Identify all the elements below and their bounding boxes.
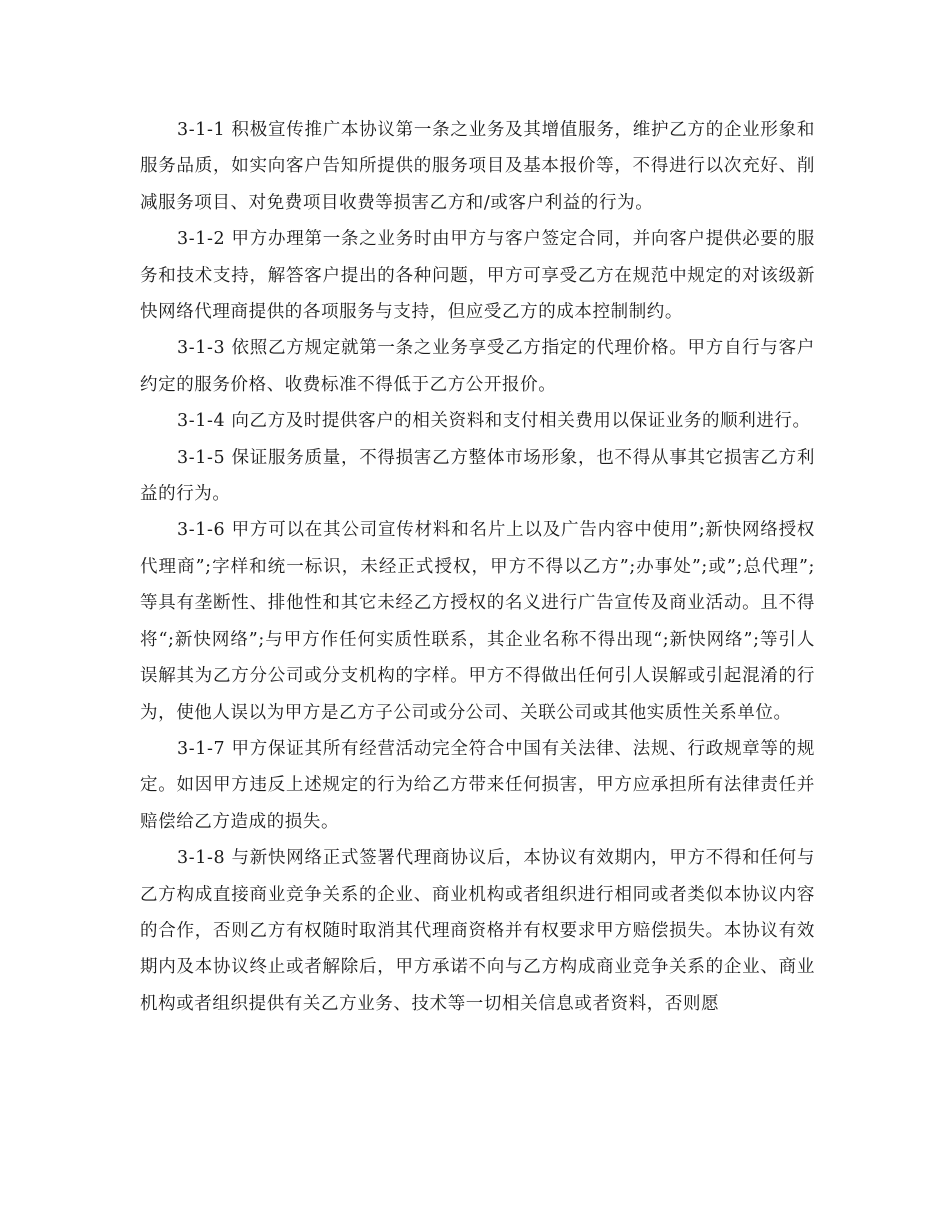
clause-3-1-2: 3-1-2 甲方办理第一条之业务时由甲方与客户签定合同，并向客户提供必要的服务和技术支持，解答客户提出的各种问题，甲方可享受乙方在规范中规定的对该级新快网络代理商提供的各项服务与支持，但应受乙方的成本控制制约。 [140,229,815,323]
clause-3-1-7: 3-1-7 甲方保证其所有经营活动完全符合中国有关法律、法规、行政规章等的规定。如因甲方违反上述规定的行为给乙方带来任何损害，甲方应承担所有法律责任并赔偿给乙方造成的损失。 [140,738,815,832]
clause-3-1-4: 3-1-4 向乙方及时提供客户的相关资料和支付相关费用以保证业务的顺利进行。 [177,411,811,432]
clause-3-1-6: 3-1-6 甲方可以在其公司宣传材料和名片上以及广告内容中使用”;新快网络授权代理商”;字样和统一标识，未经正式授权，甲方不得以乙方”;办事处”;或”;总代理”;等具有垄断性、排他性和其它未经乙方授权的名义进行广告宣传及商业活动。且不得将“;新快网络”;与甲方作任何实质性联系，其企业名称不得出现“;新快网络”;等引人误解其为乙方分公司或分支机构的字样。甲方不得做出任何引人误解或引起混淆的行为，使他人误以为甲方是乙方子公司或分公司、关联公司或其他实质性关系单位。 [140,520,815,723]
clause-3-1-3: 3-1-3 依照乙方规定就第一条之业务享受乙方指定的代理价格。甲方自行与客户约定的服务价格、收费标准不得低于乙方公开报价。 [140,338,815,395]
clause-3-1-1: 3-1-1 积极宣传推广本协议第一条之业务及其增值服务，维护乙方的企业形象和服务品质，如实向客户告知所提供的服务项目及基本报价等，不得进行以次充好、削减服务项目、对免费项目收费等损害乙方和/或客户利益的行为。 [140,120,815,213]
clause-3-1-5: 3-1-5 保证服务质量，不得损害乙方整体市场形象，也不得从事其它损害乙方利益的行为。 [140,447,815,505]
clause-3-1-8: 3-1-8 与新快网络正式签署代理商协议后，本协议有效期内，甲方不得和任何与乙方构成直接商业竞争关系的企业、商业机构或者组织进行相同或者类似本协议内容的合作，否则乙方有权随时取消其代理商资格并有权要求甲方赔偿损失。本协议有效期内及本协议终止或者解除后，甲方承诺不向与乙方构成商业竞争关系的企业、商业机构或者组织提供有关乙方业务、技术等一切相关信息或者资料，否则愿 [140,848,815,1014]
document-body [140,112,815,1022]
